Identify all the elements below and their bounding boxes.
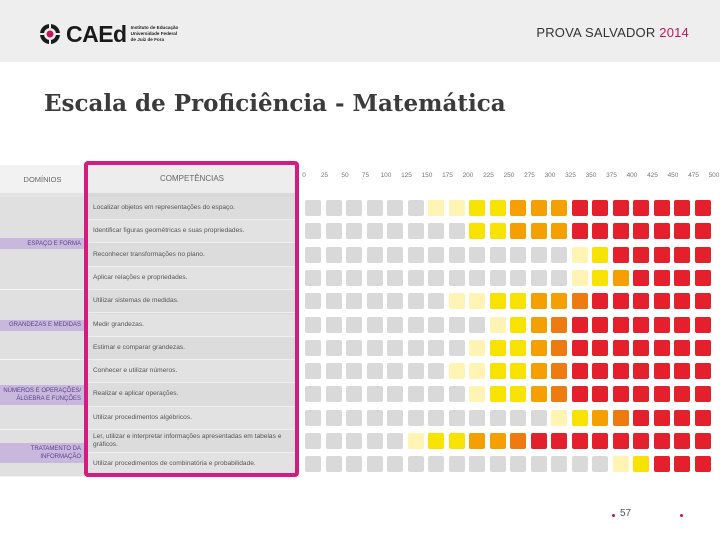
proficiency-cell: [654, 433, 670, 449]
proficiency-cell: [613, 340, 629, 356]
proficiency-cell: [367, 317, 383, 333]
competencias-highlight-frame: [84, 161, 299, 477]
exam-year: 2014: [659, 25, 689, 40]
scale-tick-label: 100: [380, 172, 392, 179]
proficiency-cell: [674, 340, 690, 356]
proficiency-cell: [592, 293, 608, 309]
proficiency-cell: [613, 410, 629, 426]
proficiency-cell: [469, 293, 485, 309]
competencia-row: Reconhecer transformações no plano.: [87, 244, 297, 267]
proficiency-cell: [510, 433, 526, 449]
footer-dot-left: [612, 514, 615, 517]
proficiency-cell: [592, 200, 608, 216]
competencia-row: Identificar figuras geométricas e suas propriedades.: [87, 220, 297, 243]
proficiency-cell: [408, 386, 424, 402]
proficiency-cell: [469, 410, 485, 426]
exam-title: [536, 25, 689, 40]
competencia-row: Utilizar procedimentos de combinatória e probabilidade.: [87, 453, 297, 476]
proficiency-cell: [531, 270, 547, 286]
proficiency-cell: [695, 223, 711, 239]
proficiency-cell: [551, 247, 567, 263]
proficiency-cell: [613, 456, 629, 472]
domain-label: GRANDEZAS E MEDIDAS: [0, 320, 85, 331]
proficiency-cell: [367, 223, 383, 239]
proficiency-cell: [449, 200, 465, 216]
proficiency-cell: [551, 433, 567, 449]
competencia-row: Aplicar relações e propriedades.: [87, 267, 297, 290]
proficiency-cell: [367, 410, 383, 426]
proficiency-cell: [531, 433, 547, 449]
proficiency-cell: [428, 293, 444, 309]
proficiency-cell: [346, 386, 362, 402]
scale-tick-label: 500: [708, 172, 720, 179]
proficiency-cell: [613, 200, 629, 216]
proficiency-cell: [613, 363, 629, 379]
proficiency-cell: [305, 317, 321, 333]
proficiency-cell: [592, 410, 608, 426]
proficiency-cell: [695, 410, 711, 426]
competencia-row: Utilizar sistemas de medidas.: [87, 290, 297, 313]
scale-tick-label: 475: [688, 172, 699, 179]
proficiency-cell: [510, 247, 526, 263]
proficiency-scale: [302, 165, 720, 475]
proficiency-cell: [674, 247, 690, 263]
proficiency-cell: [613, 317, 629, 333]
domains-header: DOMÍNIOS: [0, 165, 85, 193]
proficiency-cell: [305, 456, 321, 472]
proficiency-cell: [367, 247, 383, 263]
domain-label: ESPAÇO E FORMA: [0, 238, 85, 249]
proficiency-cell: [531, 223, 547, 239]
proficiency-cell: [326, 456, 342, 472]
proficiency-cell: [346, 363, 362, 379]
proficiency-cell: [490, 223, 506, 239]
page-number: 57: [620, 508, 632, 519]
header-bar: [0, 0, 720, 62]
proficiency-cell: [613, 270, 629, 286]
proficiency-cell: [654, 247, 670, 263]
proficiency-cell: [305, 410, 321, 426]
proficiency-cell: [551, 456, 567, 472]
proficiency-cell: [387, 247, 403, 263]
proficiency-cell: [695, 456, 711, 472]
proficiency-cell: [469, 247, 485, 263]
proficiency-cell: [654, 270, 670, 286]
competencias-header: COMPETÊNCIAS: [87, 165, 297, 193]
proficiency-cell: [613, 293, 629, 309]
proficiency-cell: [572, 456, 588, 472]
proficiency-cell: [654, 363, 670, 379]
proficiency-cell: [469, 317, 485, 333]
scale-tick-label: 50: [341, 172, 349, 179]
proficiency-cell: [572, 340, 588, 356]
proficiency-cell: [674, 200, 690, 216]
proficiency-cell: [387, 200, 403, 216]
proficiency-cell: [408, 270, 424, 286]
proficiency-cell: [633, 293, 649, 309]
proficiency-cell: [531, 363, 547, 379]
proficiency-cell: [449, 456, 465, 472]
proficiency-cell: [408, 456, 424, 472]
proficiency-cell: [469, 270, 485, 286]
proficiency-cell: [408, 200, 424, 216]
proficiency-cell: [654, 293, 670, 309]
proficiency-cell: [305, 293, 321, 309]
domain-label: TRATAMENTO DA INFORMAÇÃO: [0, 443, 85, 463]
competencia-row: Utilizar procedimentos algébricos.: [87, 407, 297, 430]
proficiency-cell: [592, 386, 608, 402]
proficiency-cell: [572, 293, 588, 309]
proficiency-cell: [572, 363, 588, 379]
proficiency-cell: [305, 247, 321, 263]
proficiency-cell: [387, 386, 403, 402]
proficiency-cell: [469, 363, 485, 379]
proficiency-cell: [633, 340, 649, 356]
proficiency-cell: [572, 386, 588, 402]
proficiency-cell: [326, 340, 342, 356]
proficiency-cell: [510, 317, 526, 333]
proficiency-cell: [367, 386, 383, 402]
proficiency-cell: [305, 340, 321, 356]
proficiency-cell: [367, 200, 383, 216]
proficiency-cell: [408, 433, 424, 449]
proficiency-cell: [633, 363, 649, 379]
proficiency-cell: [428, 433, 444, 449]
proficiency-cell: [469, 433, 485, 449]
brand-name: CAEd: [66, 21, 127, 47]
proficiency-cell: [633, 247, 649, 263]
proficiency-cell: [346, 410, 362, 426]
proficiency-cell: [428, 317, 444, 333]
proficiency-cell: [674, 433, 690, 449]
proficiency-cell: [387, 340, 403, 356]
proficiency-cell: [654, 317, 670, 333]
proficiency-cell: [428, 270, 444, 286]
proficiency-cell: [326, 433, 342, 449]
proficiency-cell: [449, 293, 465, 309]
scale-tick-label: 325: [565, 172, 576, 179]
proficiency-cell: [592, 223, 608, 239]
proficiency-cell: [531, 317, 547, 333]
proficiency-cell: [551, 200, 567, 216]
proficiency-cell: [490, 410, 506, 426]
proficiency-cell: [592, 433, 608, 449]
proficiency-cell: [551, 386, 567, 402]
proficiency-cell: [572, 317, 588, 333]
proficiency-cell: [674, 223, 690, 239]
proficiency-cell: [387, 456, 403, 472]
scale-tick-label: 250: [503, 172, 515, 179]
proficiency-cell: [490, 200, 506, 216]
proficiency-cell: [531, 200, 547, 216]
proficiency-cell: [551, 270, 567, 286]
proficiency-cell: [654, 456, 670, 472]
proficiency-cell: [408, 317, 424, 333]
caed-logo-icon: [38, 22, 62, 46]
proficiency-cell: [510, 200, 526, 216]
proficiency-cell: [633, 433, 649, 449]
proficiency-cell: [695, 293, 711, 309]
competencia-row: Estimar e comparar grandezas.: [87, 337, 297, 360]
proficiency-cell: [346, 317, 362, 333]
proficiency-cell: [633, 410, 649, 426]
proficiency-cell: [613, 433, 629, 449]
proficiency-cell: [654, 386, 670, 402]
proficiency-cell: [510, 456, 526, 472]
proficiency-cell: [305, 433, 321, 449]
proficiency-cell: [695, 270, 711, 286]
scale-tick-label: 150: [421, 172, 433, 179]
proficiency-cell: [428, 456, 444, 472]
proficiency-cell: [469, 223, 485, 239]
proficiency-cell: [449, 270, 465, 286]
brand-subtitle: Instituto de Educação Universidade Federal de Juiz de Fora: [130, 25, 179, 42]
proficiency-cell: [305, 200, 321, 216]
proficiency-cell: [469, 456, 485, 472]
proficiency-cell: [408, 363, 424, 379]
proficiency-cell: [490, 456, 506, 472]
proficiency-cell: [695, 340, 711, 356]
scale-tick-label: 200: [462, 172, 474, 179]
proficiency-cell: [613, 386, 629, 402]
proficiency-cell: [449, 340, 465, 356]
proficiency-cell: [367, 270, 383, 286]
proficiency-cell: [387, 317, 403, 333]
proficiency-cell: [510, 270, 526, 286]
proficiency-cell: [531, 247, 547, 263]
proficiency-cell: [490, 293, 506, 309]
proficiency-cell: [326, 410, 342, 426]
proficiency-cell: [428, 363, 444, 379]
proficiency-cell: [449, 247, 465, 263]
proficiency-cell: [551, 363, 567, 379]
proficiency-cell: [695, 363, 711, 379]
proficiency-cell: [367, 433, 383, 449]
proficiency-cell: [490, 386, 506, 402]
proficiency-cell: [449, 386, 465, 402]
proficiency-cell: [428, 247, 444, 263]
proficiency-cell: [387, 433, 403, 449]
proficiency-cell: [654, 223, 670, 239]
scale-tick-label: 25: [320, 172, 329, 179]
proficiency-cell: [531, 340, 547, 356]
scale-tick-label: 125: [401, 172, 412, 179]
proficiency-cell: [695, 433, 711, 449]
proficiency-cell: [490, 433, 506, 449]
proficiency-cell: [367, 293, 383, 309]
proficiency-cell: [592, 247, 608, 263]
caed-logo: [38, 20, 178, 48]
proficiency-cell: [326, 270, 342, 286]
proficiency-cell: [674, 270, 690, 286]
proficiency-cell: [469, 340, 485, 356]
proficiency-cell: [326, 363, 342, 379]
scale-tick-label: 275: [524, 172, 535, 179]
proficiency-cell: [449, 223, 465, 239]
proficiency-cell: [428, 340, 444, 356]
scale-tick-label: 425: [647, 172, 658, 179]
proficiency-cell: [613, 247, 629, 263]
proficiency-cell: [674, 363, 690, 379]
proficiency-cell: [346, 433, 362, 449]
proficiency-cell: [592, 317, 608, 333]
competencia-row: Conhecer e utilizar números.: [87, 360, 297, 383]
proficiency-cell: [510, 363, 526, 379]
proficiency-cell: [367, 363, 383, 379]
scale-tick-label: 350: [585, 172, 597, 179]
scale-tick-label: 375: [606, 172, 617, 179]
domains-column: [0, 165, 85, 475]
proficiency-cell: [326, 317, 342, 333]
proficiency-cell: [305, 270, 321, 286]
proficiency-cell: [633, 200, 649, 216]
proficiency-cell: [326, 247, 342, 263]
proficiency-cell: [428, 200, 444, 216]
proficiency-cell: [428, 223, 444, 239]
proficiency-cell: [346, 247, 362, 263]
proficiency-cell: [490, 340, 506, 356]
proficiency-cell: [674, 456, 690, 472]
proficiency-cell: [367, 456, 383, 472]
proficiency-cell: [449, 317, 465, 333]
proficiency-cell: [695, 247, 711, 263]
proficiency-cell: [346, 293, 362, 309]
proficiency-cell: [633, 456, 649, 472]
proficiency-cell: [572, 200, 588, 216]
proficiency-cell: [469, 200, 485, 216]
proficiency-cell: [346, 270, 362, 286]
proficiency-cell: [408, 247, 424, 263]
proficiency-cell: [449, 433, 465, 449]
proficiency-cell: [326, 200, 342, 216]
proficiency-cell: [510, 223, 526, 239]
proficiency-cell: [408, 410, 424, 426]
page-title: Escala de Proficiência - Matemática: [44, 90, 506, 117]
proficiency-cell: [551, 223, 567, 239]
proficiency-cell: [428, 410, 444, 426]
proficiency-cell: [633, 317, 649, 333]
proficiency-cell: [695, 317, 711, 333]
proficiency-cell: [531, 410, 547, 426]
proficiency-cell: [387, 270, 403, 286]
proficiency-cell: [654, 340, 670, 356]
scale-tick-label: 225: [483, 172, 494, 179]
competencia-row: Realizar e aplicar operações.: [87, 383, 297, 406]
scale-tick-label: 0: [302, 172, 306, 179]
proficiency-cell: [592, 270, 608, 286]
proficiency-cell: [408, 340, 424, 356]
proficiency-cell: [572, 410, 588, 426]
proficiency-cell: [633, 223, 649, 239]
proficiency-cell: [449, 363, 465, 379]
proficiency-cell: [449, 410, 465, 426]
domain-label: NÚMEROS E OPERAÇÕES/ ÁLGEBRA E FUNÇÕES: [0, 385, 85, 405]
proficiency-cell: [551, 317, 567, 333]
proficiency-cell: [674, 386, 690, 402]
scale-tick-label: 300: [544, 172, 556, 179]
proficiency-cell: [531, 293, 547, 309]
proficiency-cell: [367, 340, 383, 356]
exam-name: PROVA SALVADOR: [536, 25, 660, 40]
proficiency-cell: [387, 410, 403, 426]
proficiency-cell: [408, 293, 424, 309]
proficiency-cell: [490, 317, 506, 333]
proficiency-cell: [654, 410, 670, 426]
proficiency-cell: [674, 317, 690, 333]
proficiency-cell: [551, 340, 567, 356]
proficiency-cell: [490, 247, 506, 263]
proficiency-cell: [387, 293, 403, 309]
proficiency-cell: [326, 386, 342, 402]
competencia-row: Ler, utilizar e interpretar informações apresentadas em tabelas e gráficos.: [87, 430, 297, 453]
footer-dot-right: [680, 514, 683, 517]
proficiency-cell: [572, 247, 588, 263]
proficiency-cell: [305, 386, 321, 402]
proficiency-cell: [592, 456, 608, 472]
scale-tick-label: 400: [626, 172, 638, 179]
proficiency-cell: [490, 270, 506, 286]
proficiency-cell: [346, 456, 362, 472]
proficiency-cell: [346, 200, 362, 216]
proficiency-cell: [387, 363, 403, 379]
proficiency-cell: [572, 433, 588, 449]
competencia-row: Localizar objetos em representações do espaço.: [87, 197, 297, 220]
proficiency-cell: [695, 200, 711, 216]
scale-tick-label: 75: [361, 172, 370, 179]
proficiency-cell: [346, 223, 362, 239]
proficiency-cell: [510, 293, 526, 309]
proficiency-cell: [305, 363, 321, 379]
proficiency-cell: [408, 223, 424, 239]
proficiency-cell: [633, 386, 649, 402]
proficiency-cell: [551, 293, 567, 309]
proficiency-cell: [613, 223, 629, 239]
competencia-row: Medir grandezas.: [87, 314, 297, 337]
proficiency-cell: [469, 386, 485, 402]
proficiency-cell: [654, 200, 670, 216]
proficiency-cell: [592, 363, 608, 379]
scale-tick-label: 175: [442, 172, 453, 179]
proficiency-cell: [695, 386, 711, 402]
proficiency-cell: [346, 340, 362, 356]
proficiency-cell: [387, 223, 403, 239]
proficiency-cell: [674, 293, 690, 309]
proficiency-cell: [551, 410, 567, 426]
proficiency-cell: [490, 363, 506, 379]
proficiency-cell: [510, 340, 526, 356]
proficiency-cell: [326, 293, 342, 309]
proficiency-cell: [326, 223, 342, 239]
proficiency-cell: [428, 386, 444, 402]
scale-tick-label: 450: [667, 172, 679, 179]
proficiency-cell: [592, 340, 608, 356]
proficiency-cell: [510, 386, 526, 402]
proficiency-cell: [633, 270, 649, 286]
proficiency-cell: [572, 270, 588, 286]
proficiency-cell: [305, 223, 321, 239]
proficiency-cell: [674, 410, 690, 426]
proficiency-cell: [572, 223, 588, 239]
proficiency-cell: [531, 456, 547, 472]
proficiency-cell: [510, 410, 526, 426]
proficiency-cell: [531, 386, 547, 402]
